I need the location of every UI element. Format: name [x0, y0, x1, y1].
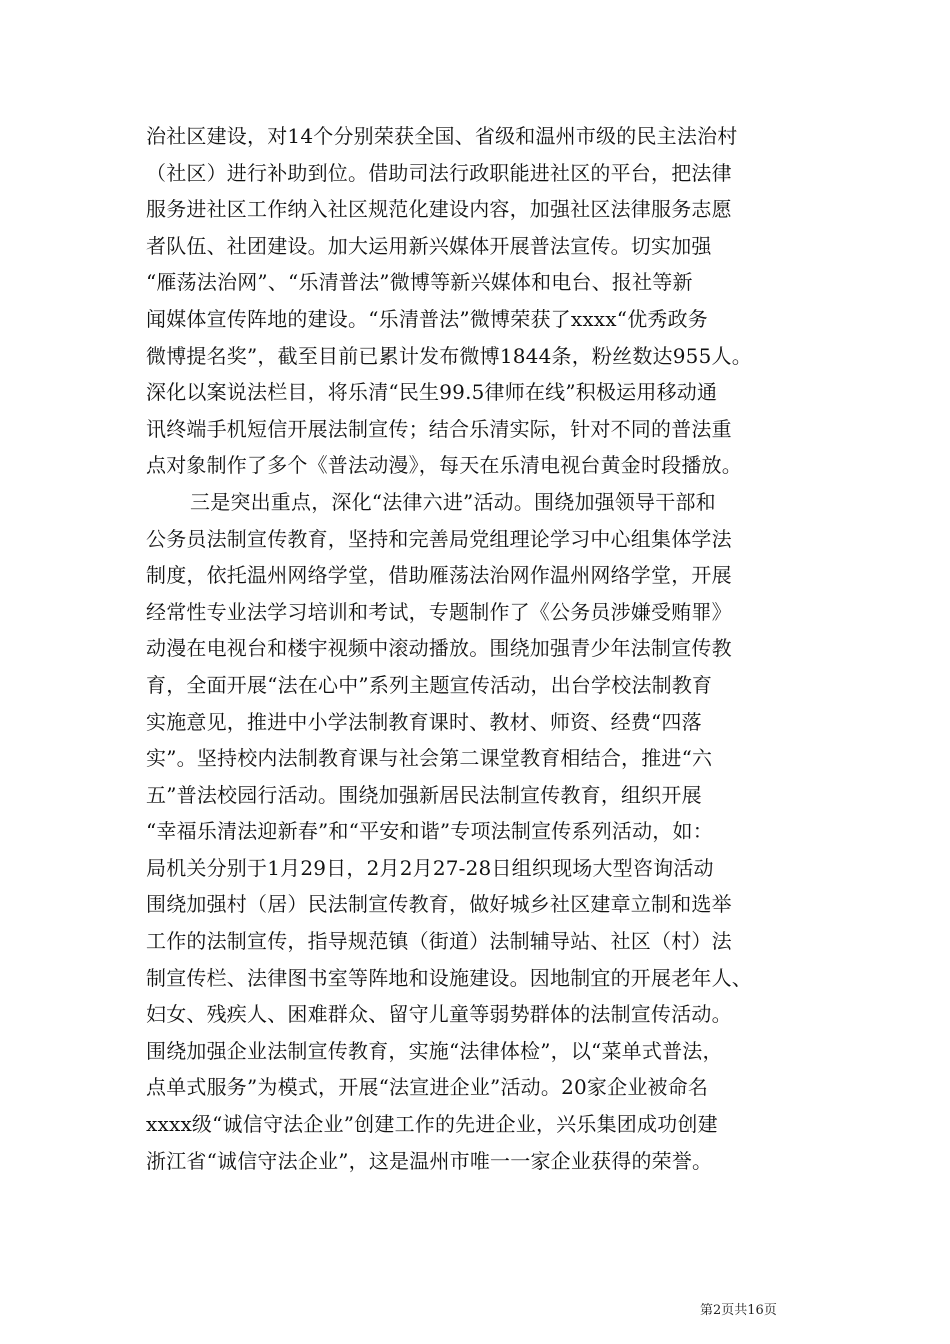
text-line: 三是突出重点，深化“法律六进”活动。围绕加强领导干部和: [190, 489, 716, 514]
text-line: 微博提名奖”，截至目前已累计发布微博1844条，粉丝数达955人。: [146, 343, 752, 368]
text-line: 服务进社区工作纳入社区规范化建设内容，加强社区法律服务志愿: [146, 197, 732, 222]
document-body: [146, 118, 814, 1179]
text-line: 局机关分别于1月29日，2月2月27-28日组织现场大型咨询活动: [146, 855, 714, 880]
text-line: 育，全面开展“法在心中”系列主题宣传活动，出台学校法制教育: [146, 672, 713, 697]
text-line: “幸福乐清法迎新春”和“平安和谐”专项法制宣传系列活动，如：: [146, 819, 713, 844]
text-line: 经常性专业法学习培训和考试，专题制作了《公务员涉嫌受贿罪》: [146, 599, 732, 624]
text-line: 制宣传栏、法律图书室等阵地和设施建设。因地制宜的开展老年人、: [146, 965, 752, 990]
text-line: 深化以案说法栏目，将乐清“民生99.5律师在线”积极运用移动通: [146, 380, 718, 405]
text-line: 围绕加强企业法制宣传教育，实施“法律体检”，以“菜单式普法，: [146, 1038, 723, 1063]
text-line: 制度，依托温州网络学堂，借助雁荡法治网作温州网络学堂，开展: [146, 563, 732, 588]
text-line: 点对象制作了多个《普法动漫》，每天在乐清电视台黄金时段播放。: [146, 453, 742, 478]
text-line: 讯终端手机短信开展法制宣传；结合乐清实际，针对不同的普法重: [146, 416, 732, 441]
text-line: 点单式服务”为模式，开展“法宣进企业”活动。20家企业被命名: [146, 1075, 709, 1100]
text-line: 者队伍、社团建设。加大运用新兴媒体开展普法宣传。切实加强: [146, 233, 712, 258]
text-line: 围绕加强村（居）民法制宣传教育，做好城乡社区建章立制和选举: [146, 892, 732, 917]
text-line: 实”。坚持校内法制教育课与社会第二课堂教育相结合，推进“六: [146, 746, 713, 771]
text-line: 动漫在电视台和楼宇视频中滚动播放。围绕加强青少年法制宣传教: [146, 636, 732, 661]
text-line: 实施意见，推进中小学法制教育课时、教材、师资、经费“四落: [146, 709, 702, 734]
text-line: 工作的法制宣传，指导规范镇（街道）法制辅导站、社区（村）法: [146, 929, 732, 954]
text-line: 治社区建设，对14个分别荣获全国、省级和温州市级的民主法治村: [146, 124, 738, 148]
text-line: 浙江省“诚信守法企业”，这是温州市唯一一家企业获得的荣誉。: [146, 1148, 713, 1173]
page-number-footer: 第2页共16页: [700, 1303, 777, 1318]
text-line: xxxx级“诚信守法企业”创建工作的先进企业，兴乐集团成功创建: [146, 1112, 718, 1137]
text-line: 公务员法制宣传教育，坚持和完善局党组理论学习中心组集体学法: [146, 526, 732, 551]
paragraph-law-six-entries: [146, 484, 814, 1179]
text-line: （社区）进行补助到位。借助司法行政职能进社区的平台，把法律: [146, 160, 732, 185]
text-line: 妇女、残疾人、困难群众、留守儿童等弱势群体的法制宣传活动。: [146, 1002, 732, 1027]
text-line: “雁荡法治网”、“乐清普法”微博等新兴媒体和电台、报社等新: [146, 270, 693, 295]
paragraph-continuation: [146, 118, 814, 484]
text-line: 闻媒体宣传阵地的建设。“乐清普法”微博荣获了xxxx“优秀政务: [146, 306, 708, 331]
text-line: 五”普法校园行活动。围绕加强新居民法制宣传教育，组织开展: [146, 782, 702, 807]
